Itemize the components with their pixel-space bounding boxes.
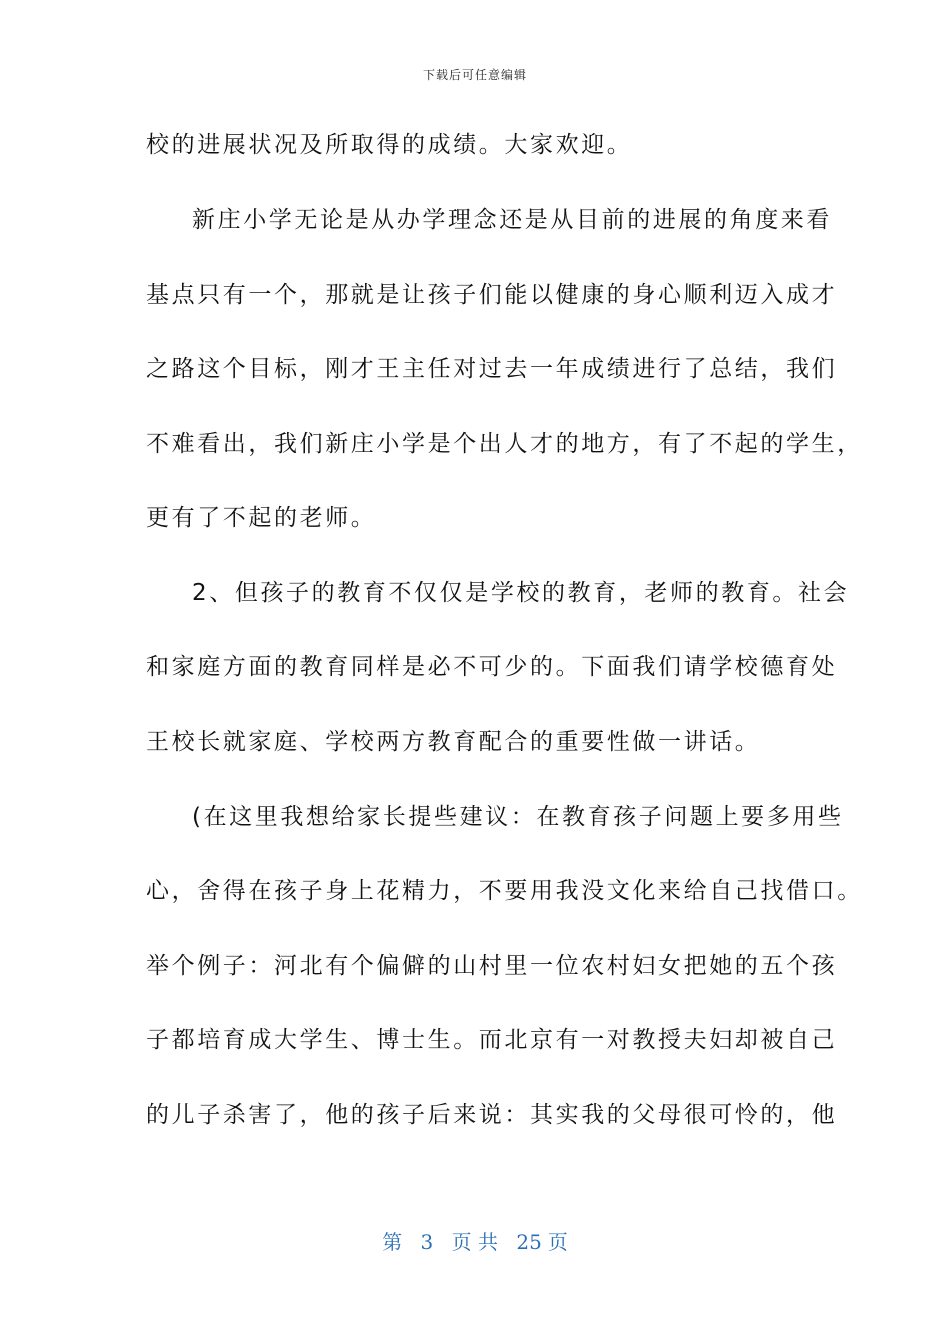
- text-line: 举个例子：河北有个偏僻的山村里一位农村妇女把她的五个孩: [146, 953, 838, 979]
- text-line: 新庄小学无论是从办学理念还是从目前的进展的角度来看: [192, 207, 832, 233]
- page-number-footer: [0, 1226, 950, 1255]
- page-footer-middle: 页 共: [451, 1230, 498, 1254]
- text-line: 基点只有一个，那就是让孩子们能以健康的身心顺利迈入成才: [146, 282, 838, 308]
- text-line: 子都培育成大学生、博士生。而北京有一对教授夫妇却被自己: [146, 1027, 838, 1053]
- text-line: 之路这个目标，刚才王主任对过去一年成绩进行了总结，我们: [146, 356, 838, 382]
- page-footer-suffix: 页: [547, 1230, 568, 1254]
- text-line: 心，舍得在孩子身上花精力，不要用我没文化来给自己找借口。: [146, 878, 863, 904]
- current-page-number: 3: [420, 1230, 434, 1254]
- header-note: 下载后可任意编辑: [422, 68, 527, 82]
- text-line: 和家庭方面的教育同样是必不可少的。下面我们请学校德育处: [146, 654, 838, 680]
- text-line: (在这里我想给家长提些建议：在教育孩子问题上要多用些: [192, 804, 844, 830]
- text-line: 王校长就家庭、学校两方教育配合的重要性做一讲话。: [146, 729, 761, 755]
- text-line: 更有了不起的老师。: [146, 505, 377, 531]
- text-line: 校的进展状况及所取得的成绩。大家欢迎。: [146, 132, 633, 158]
- text-line: 的儿子杀害了，他的孩子后来说：其实我的父母很可怜的，他: [146, 1102, 838, 1128]
- text-line: 不难看出，我们新庄小学是个出人才的地方，有了不起的学生，: [146, 431, 863, 457]
- page-footer-prefix: 第: [382, 1230, 403, 1254]
- text-line: 2、但孩子的教育不仅仅是学校的教育，老师的教育。社会: [192, 580, 850, 606]
- total-page-count: 25: [516, 1230, 542, 1254]
